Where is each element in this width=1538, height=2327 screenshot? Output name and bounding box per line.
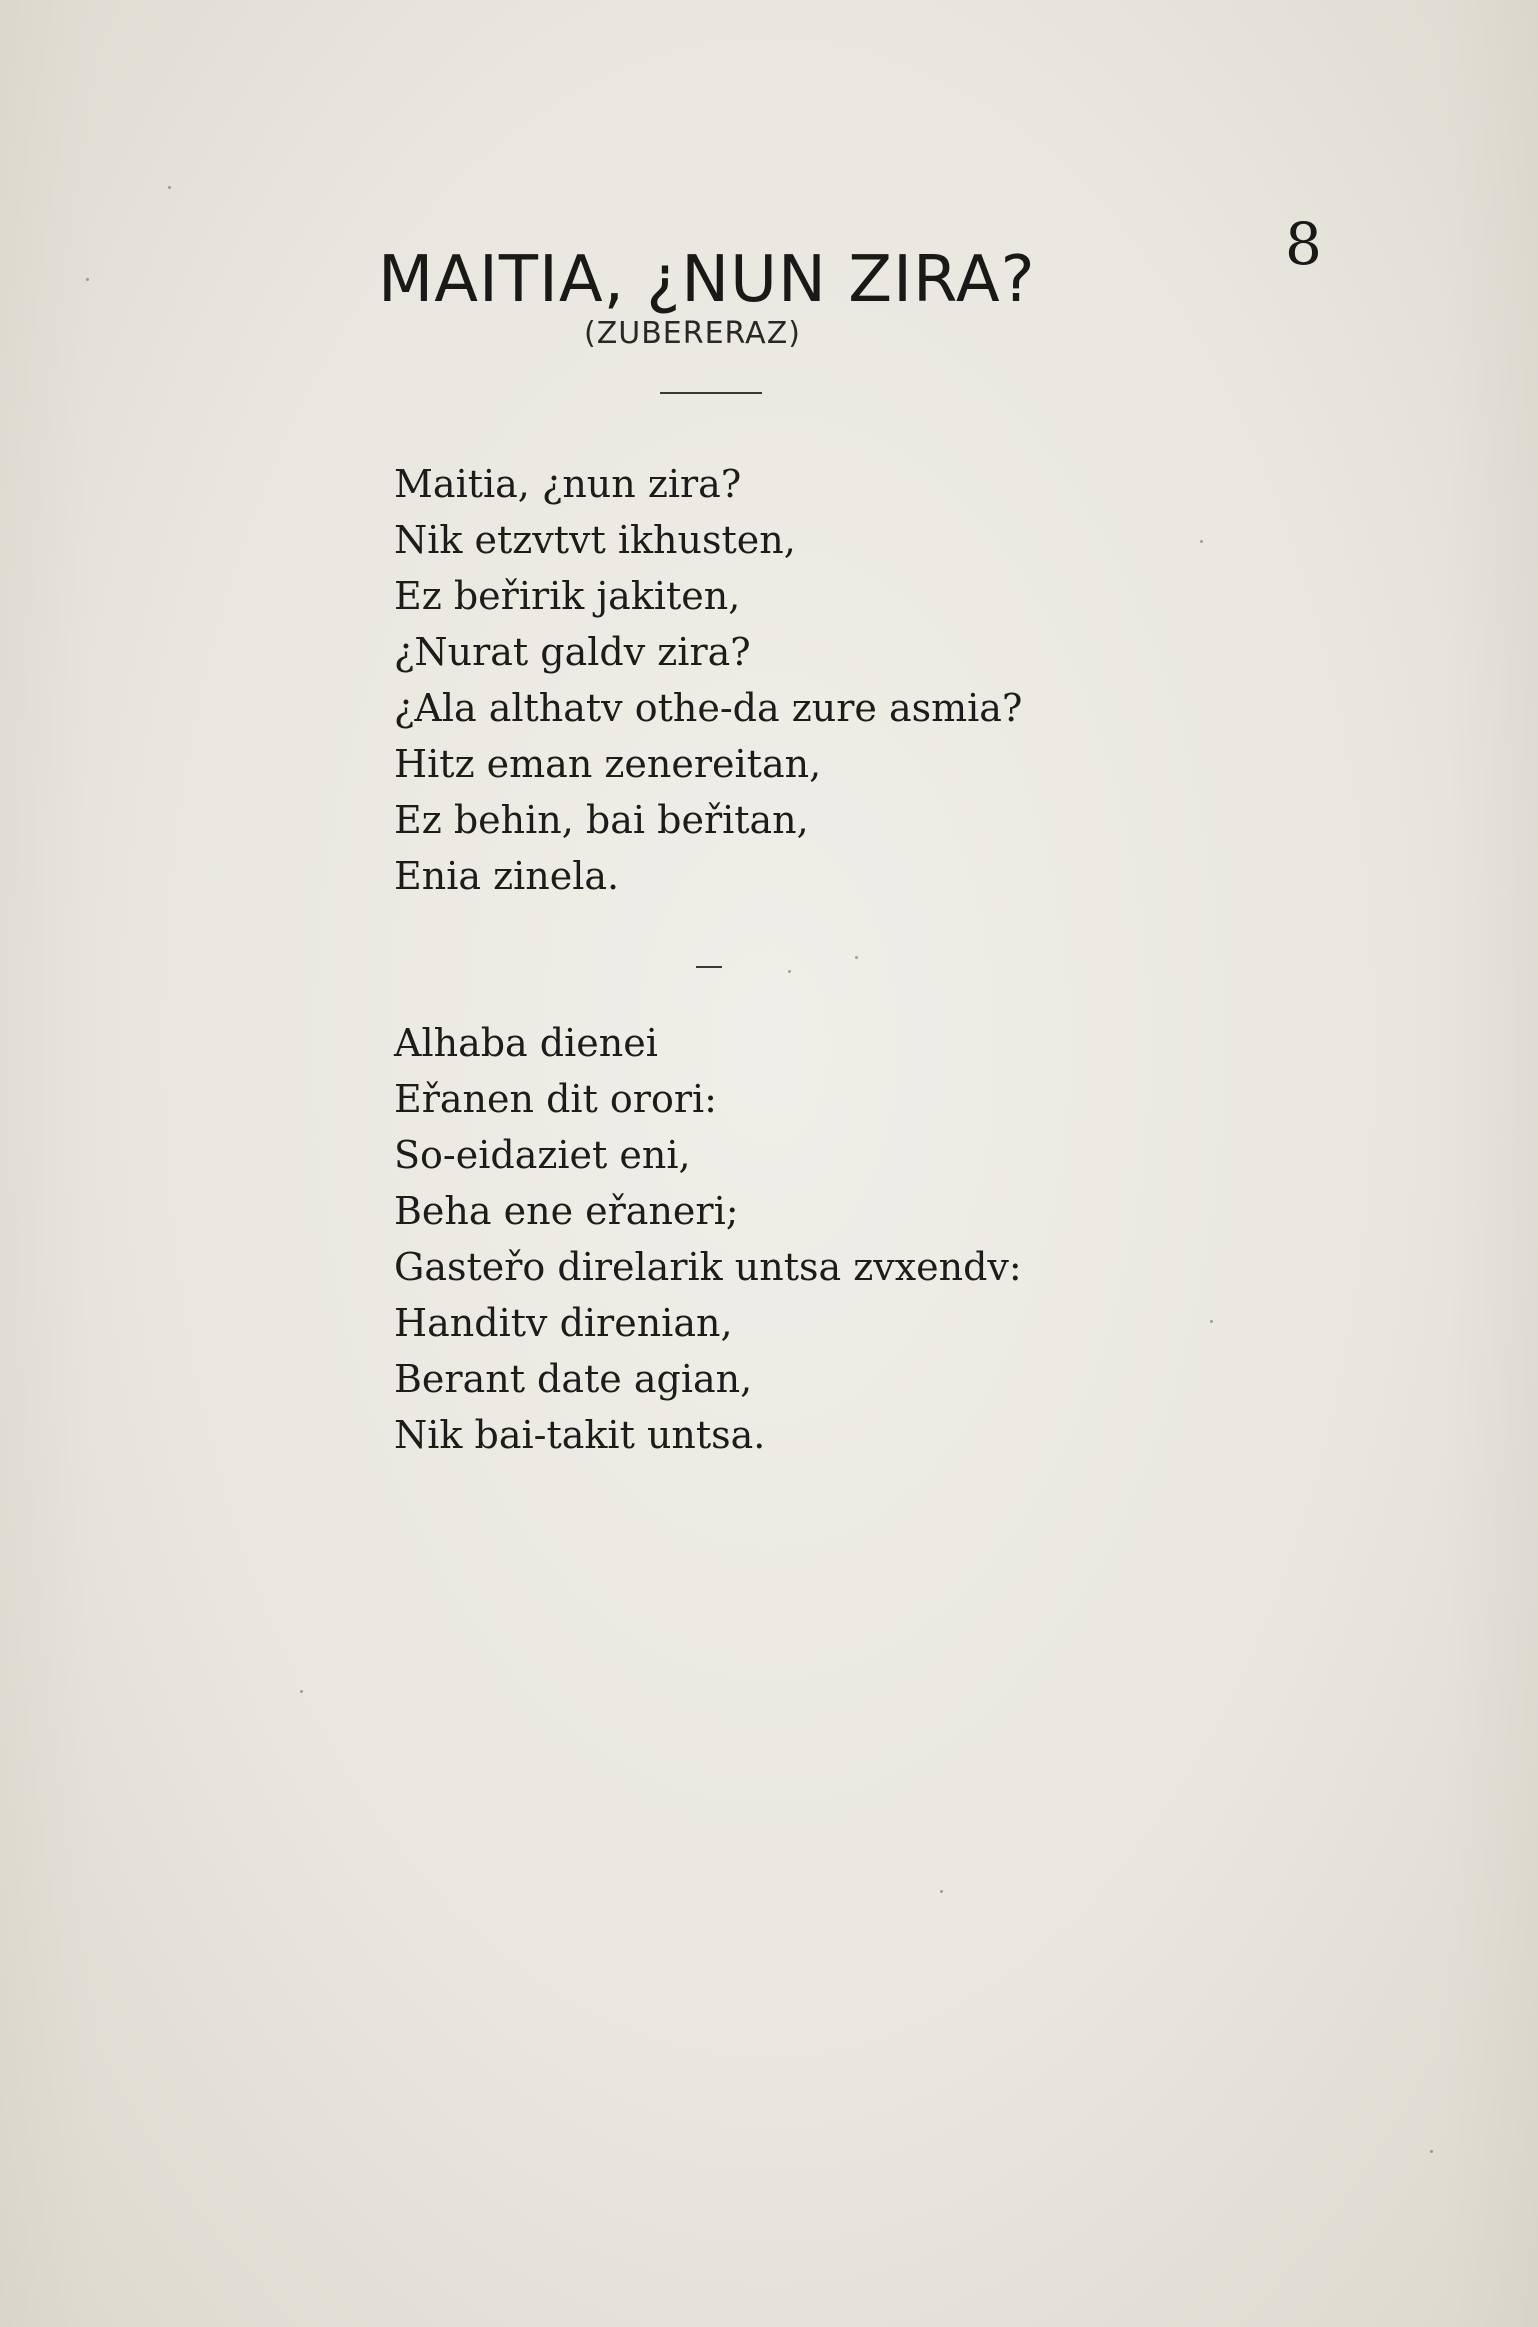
verse-line: ¿Ala althatv othe-da zure asmia? [394, 686, 1023, 730]
paper-speck [168, 186, 171, 189]
verse-line: Gasteřo direlarik untsa zvxendv: [394, 1245, 1022, 1289]
title-rule [660, 392, 762, 394]
verse-line: Handitv direnian, [394, 1301, 733, 1345]
verse-line: Ez beřirik jakiten, [394, 574, 741, 618]
verse-line: Berant date agian, [394, 1357, 753, 1401]
verse-line: Ez behin, bai beřitan, [394, 798, 809, 842]
verse-line: Beha ene eřaneri; [394, 1189, 739, 1233]
verse-line: Enia zinela. [394, 854, 620, 898]
stanza-separator [696, 966, 722, 968]
verse-line: Hitz eman zenereitan, [394, 742, 822, 786]
page-number: 8 [1285, 210, 1322, 278]
paper-speck [86, 278, 89, 281]
paper-speck [300, 1690, 303, 1693]
verse-line: Alhaba dienei [394, 1021, 658, 1065]
paper-speck [788, 970, 791, 973]
paper-speck [1200, 540, 1203, 543]
stanza-1 [394, 456, 1022, 904]
paper-speck [940, 1890, 943, 1893]
page-subtitle: (ZUBERERAZ) [584, 316, 801, 351]
verse-line: Nik bai-takit untsa. [394, 1413, 766, 1457]
page-title: MAITIA, ¿NUN ZIRA? [378, 242, 1036, 317]
verse-line: So-eidaziet eni, [394, 1133, 691, 1177]
paper-speck [1430, 2150, 1433, 2153]
verse-line: Nik etzvtvt ikhusten, [394, 518, 796, 562]
paper-speck [1210, 1320, 1213, 1323]
verse-line: Maitia, ¿nun zira? [394, 462, 742, 506]
stanza-2 [394, 1015, 1022, 1463]
paper-speck [855, 956, 858, 959]
verse-line: ¿Nurat galdv zira? [394, 630, 751, 674]
verse-line: Eřanen dit orori: [394, 1077, 717, 1121]
